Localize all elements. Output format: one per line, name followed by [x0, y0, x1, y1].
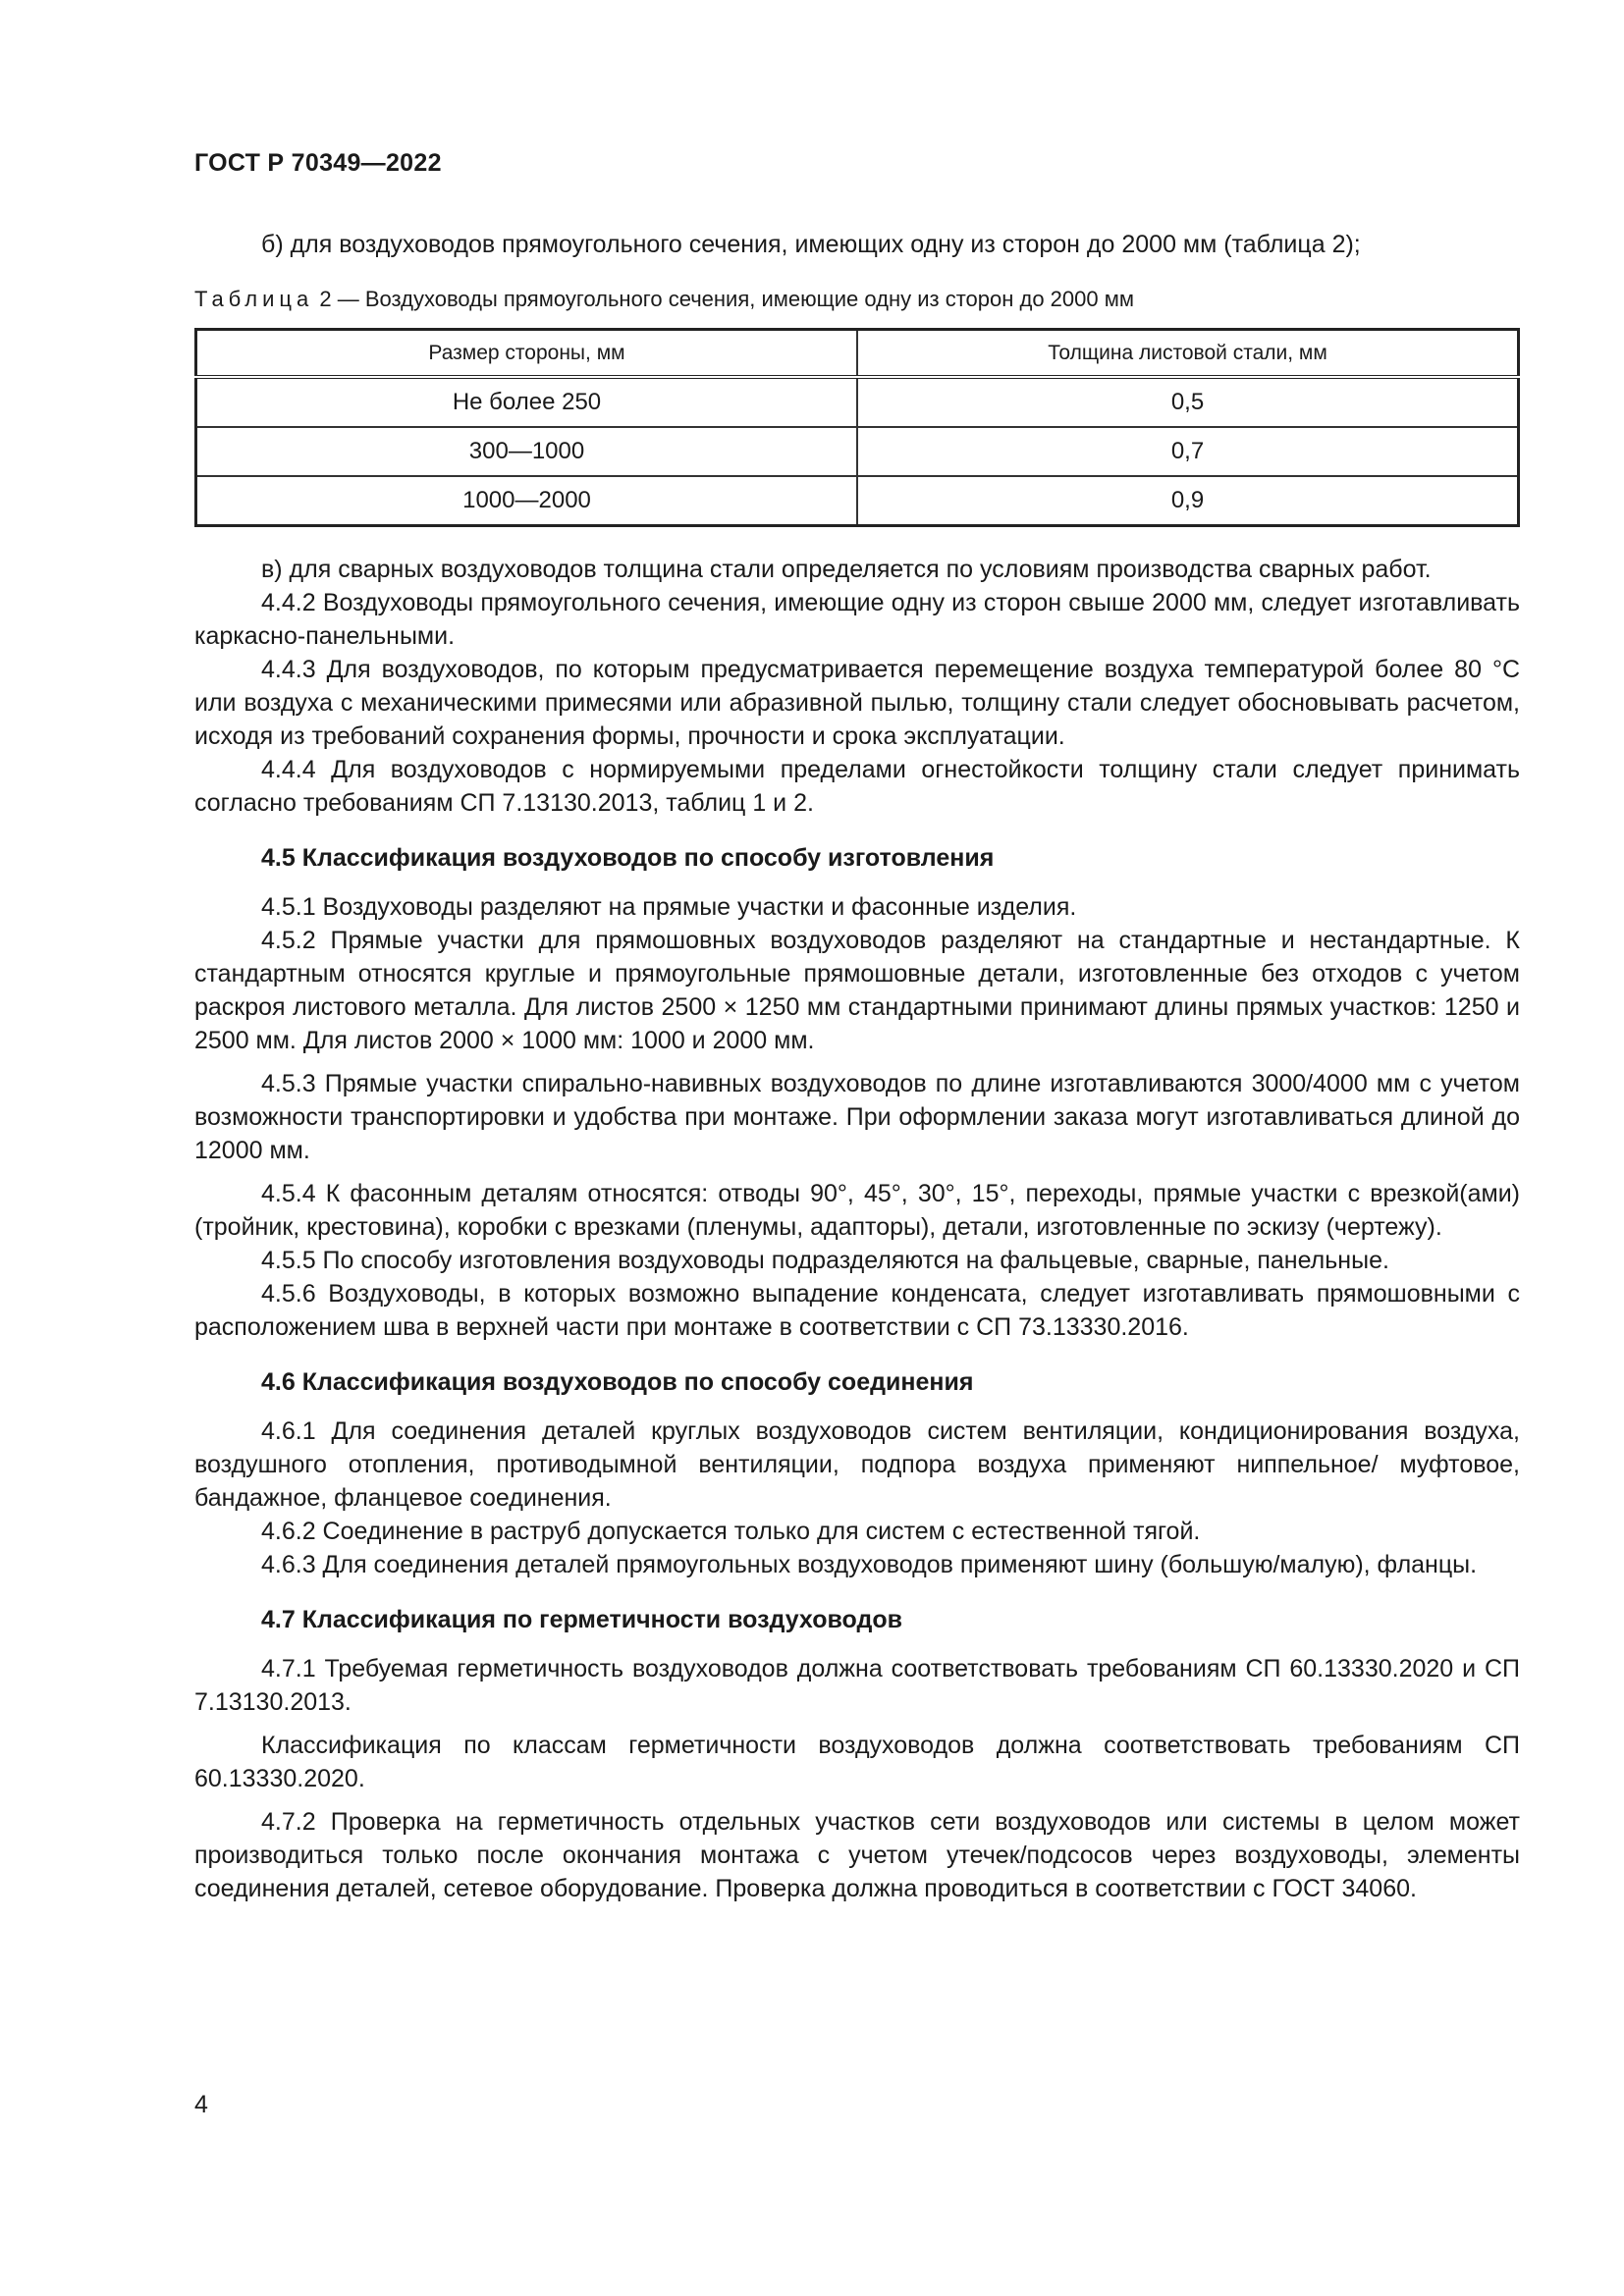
cell-size: Не более 250: [196, 377, 858, 427]
cell-thickness: 0,7: [857, 427, 1519, 476]
table-caption: [194, 283, 1520, 316]
cell-size: 1000—2000: [196, 476, 858, 526]
paragraph-4-6-2: 4.6.2 Соединение в раструб допускается только для систем с естественной тягой.: [261, 1518, 1201, 1545]
column-header-size: Размер стороны, мм: [196, 330, 858, 378]
paragraph-4-7-2: 4.7.2 Проверка на герметичность отдельных участков сети воздуховодов или системы в целом может производиться только после окончания монтажа с учетом утечек/подсосов через воздуховоды, элементы соединения деталей, сетевое оборудование. Проверка должна проводиться в соответствии с ГОСТ 34060.: [194, 1808, 1520, 1902]
paragraph-4-6-1: 4.6.1 Для соединения деталей круглых воздуховодов систем вентиляции, кондиционирования воздуха, воздушного отопления, противодымной вентиляции, подпора воздуха применяют ниппельное/ муфтовое, бандажное, фланцевое соединения.: [194, 1417, 1520, 1512]
paragraph-4-5-5: 4.5.5 По способу изготовления воздуховоды подразделяются на фальцевые, сварные, панельные.: [261, 1247, 1389, 1274]
table-row: [196, 377, 1519, 427]
paragraph-4-7-1: 4.7.1 Требуемая герметичность воздуховодов должна соответствовать требованиям СП 60.13330.2020 и СП 7.13130.2013.: [194, 1655, 1520, 1716]
paragraph-4-5-3: 4.5.3 Прямые участки спирально-навивных воздуховодов по длине изготавливаются 3000/4000 мм с учетом возможности транспортировки и удобства при монтаже. При оформлении заказа могут изготавливаться длиной до 12000 мм.: [194, 1070, 1520, 1164]
paragraph-4-4-3: 4.4.3 Для воздуховодов, по которым предусматривается перемещение воздуха температурой более 80 °С или воздуха с механическими примесями или абразивной пылью, толщину стали следует обосновывать расчетом, исходя из требований сохранения формы, прочности и срока эксплуатации.: [194, 656, 1520, 750]
table-header-row: [196, 330, 1519, 378]
section-heading-4-7: 4.7 Классификация по герметичности воздуховодов: [261, 1606, 902, 1633]
cell-thickness: 0,5: [857, 377, 1519, 427]
column-header-thickness: Толщина листовой стали, мм: [857, 330, 1519, 378]
paragraph-4-4-4: 4.4.4 Для воздуховодов с нормируемыми пределами огнестойкости толщину стали следует принимать согласно требованиям СП 7.13130.2013, таблиц 1 и 2.: [194, 756, 1520, 817]
paragraph-v: в) для сварных воздуховодов толщина стали определяется по условиям производства сварных работ.: [261, 556, 1432, 583]
cell-size: 300—1000: [196, 427, 858, 476]
section-heading-4-6: 4.6 Классификация воздуховодов по способу соединения: [261, 1368, 974, 1396]
cell-thickness: 0,9: [857, 476, 1519, 526]
table-row: [196, 476, 1519, 526]
page-number: 4: [194, 2091, 208, 2118]
paragraph-b: б) для воздуховодов прямоугольного сечения, имеющих одну из сторон до 2000 мм (таблица 2);: [261, 231, 1361, 258]
paragraph-4-4-2: 4.4.2 Воздуховоды прямоугольного сечения, имеющие одну из сторон свыше 2000 мм, следует изготавливать каркасно-панельными.: [194, 589, 1520, 650]
paragraph-4-5-4: 4.5.4 К фасонным деталям относятся: отводы 90°, 45°, 30°, 15°, переходы, прямые участки с врезкой(ами) (тройник, крестовина), коробки с врезками (пленумы, адапторы), детали, изготовленные по эскизу (чертежу).: [194, 1180, 1520, 1241]
table-caption-word: Таблица: [194, 287, 314, 311]
page-content: [194, 228, 1520, 1905]
paragraph-4-6-3: 4.6.3 Для соединения деталей прямоугольных воздуховодов применяют шину (большую/малую), фланцы.: [261, 1551, 1478, 1578]
paragraph-4-5-6: 4.5.6 Воздуховоды, в которых возможно выпадение конденсата, следует изготавливать прямошовными с расположением шва в верхней части при монтаже в соответствии с СП 73.13330.2016.: [194, 1280, 1520, 1341]
document-header: ГОСТ Р 70349—2022: [194, 149, 442, 177]
table-row: [196, 427, 1519, 476]
table-2: [194, 328, 1520, 527]
paragraph-4-5-2: 4.5.2 Прямые участки для прямошовных воздуховодов разделяют на стандартные и нестандартные. К стандартным относятся круглые и прямоугольные прямошовные детали, изготовленные без отходов с учетом раскроя листового металла. Для листов 2500 × 1250 мм стандартными принимают длины прямых участков: 1250 и 2500 мм. Для листов 2000 × 1000 мм: 1000 и 2000 мм.: [194, 927, 1520, 1054]
table-caption-text: 2 — Воздуховоды прямоугольного сечения, имеющие одну из сторон до 2000 мм: [319, 287, 1134, 311]
section-heading-4-5: 4.5 Классификация воздуховодов по способу изготовления: [261, 844, 995, 872]
paragraph-4-7-1-classification: Классификация по классам герметичности воздуховодов должна соответствовать требованиям СП 60.13330.2020.: [194, 1732, 1520, 1792]
paragraph-4-5-1: 4.5.1 Воздуховоды разделяют на прямые участки и фасонные изделия.: [261, 893, 1077, 921]
